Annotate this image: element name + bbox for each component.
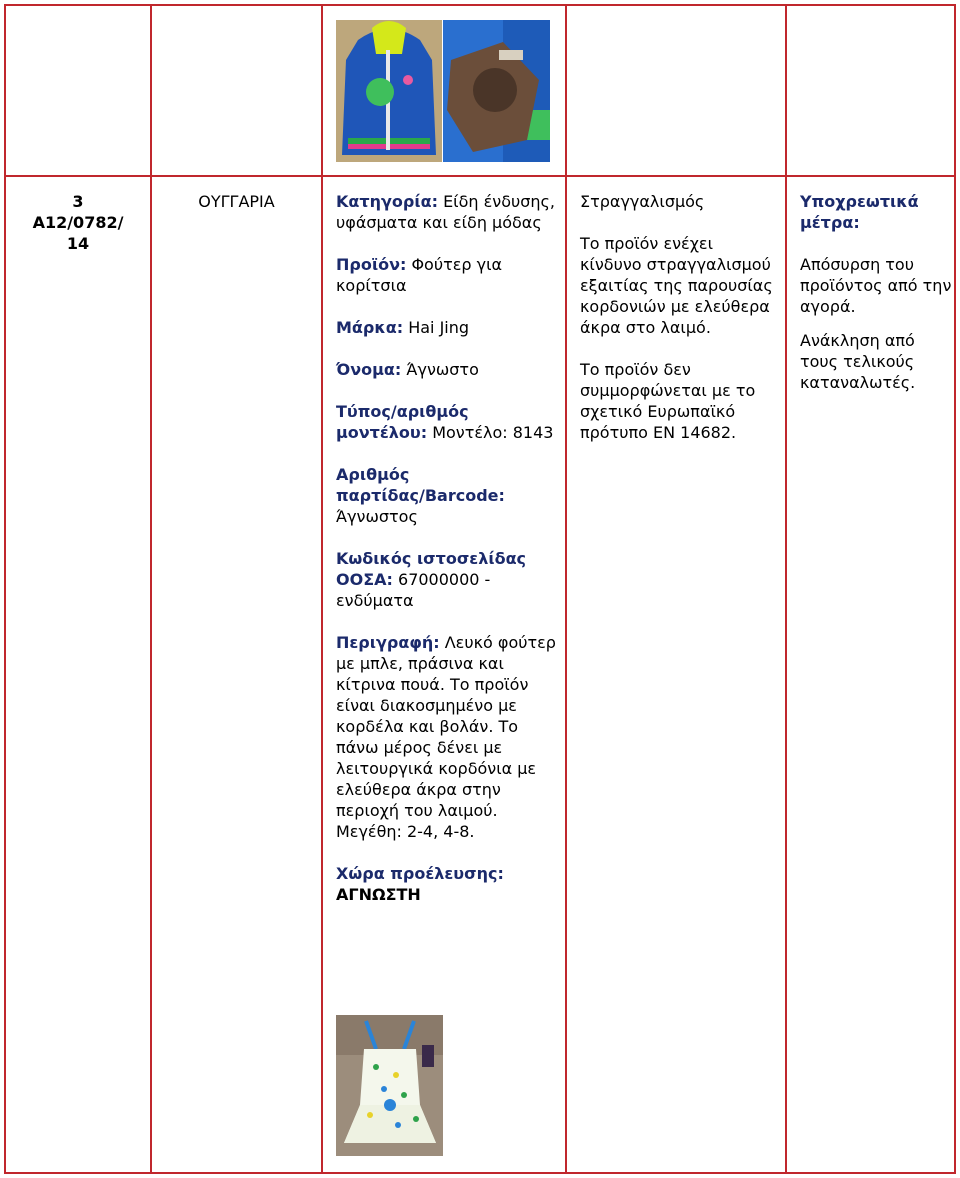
risk-details <box>580 191 776 443</box>
name-field: Όνομα: Άγνωστο <box>336 360 479 379</box>
measure-recall: Ανάκληση από τους τελικούς καταναλωτές. <box>800 331 916 392</box>
origin-field: Χώρα προέλευσης: ΑΓΝΩΣΤΗ <box>336 864 504 904</box>
risk-type: Στραγγαλισμός <box>580 192 705 211</box>
brand-field: Μάρκα: Hai Jing <box>336 318 470 337</box>
entry-code-line1: A12/0782/ <box>32 213 124 232</box>
product-field: Προϊόν: Φούτερ για κορίτσια <box>336 255 503 295</box>
column-divider <box>785 4 787 1174</box>
product-photo-hoodie-front <box>336 20 442 162</box>
risk-description: Το προϊόν ενέχει κίνδυνο στραγγαλισμού εξαιτίας της παρουσίας κορδονιών με ελεύθερα άκρα στο λαιμό. <box>580 234 773 337</box>
model-field: Τύπος/αριθμός μοντέλου: Μοντέλο: 8143 <box>336 402 554 442</box>
entry-number <box>6 191 150 254</box>
product-photo-hoodie-label <box>443 20 550 162</box>
risk-standard: Το προϊόν δεν συμμορφώνεται με το σχετικό Ευρωπαϊκό πρότυπο EN 14682. <box>580 360 756 442</box>
entry-code-line2: 14 <box>66 234 90 253</box>
measure-withdrawal: Απόσυρση του προϊόντος από την αγορά. <box>800 255 952 316</box>
product-photo-dress <box>336 1015 443 1156</box>
column-divider <box>565 4 567 1174</box>
measures <box>800 191 952 393</box>
row-divider <box>4 175 956 177</box>
measures-title: Υποχρεωτικά μέτρα: <box>800 192 919 232</box>
batch-field: Αριθμός παρτίδας/Barcode: Άγνωστος <box>336 465 505 526</box>
column-divider <box>150 4 152 1174</box>
entry-index: 3 <box>72 192 84 211</box>
column-divider <box>321 4 323 1174</box>
category-field: Κατηγορία: Είδη ένδυσης, υφάσματα και είδη μόδας <box>336 192 555 232</box>
notifying-country: ΟΥΓΓΑΡΙΑ <box>198 192 275 211</box>
description-field: Περιγραφή: Λευκό φούτερ με μπλε, πράσινα και κίτρινα πουά. Το προϊόν είναι διακοσμημένο με κορδέλα και βολάν. Το πάνω μέρος δένει με λειτουργικά κορδόνια με ελεύθερα άκρα στην περιοχή του λαιμού. Μεγέθη: 2-4, 4-8. <box>336 633 556 841</box>
product-details <box>336 191 558 905</box>
oecd-field: Κωδικός ιστοσελίδας ΟΟΣΑ: 67000000 - ενδύματα <box>336 549 527 610</box>
